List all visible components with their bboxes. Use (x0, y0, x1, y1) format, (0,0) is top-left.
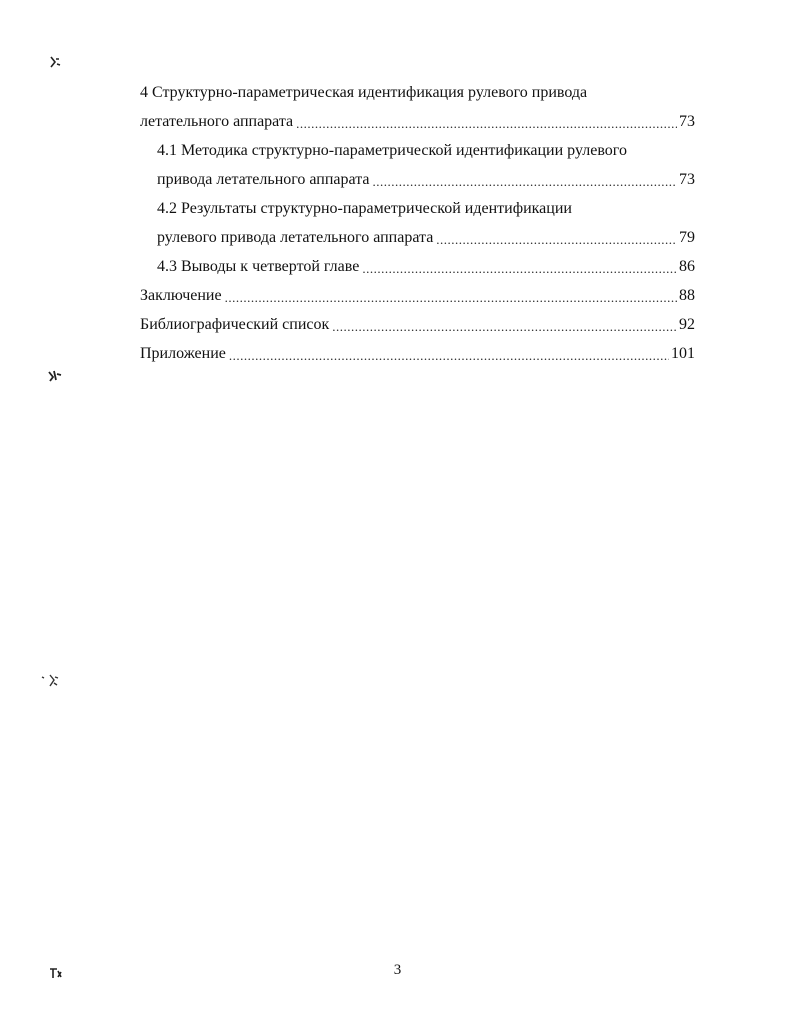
dot-leader (436, 223, 677, 252)
toc-entry-title: 4.2 Результаты структурно-параметрической идентификации (157, 200, 572, 217)
dot-leader (373, 165, 677, 194)
dot-leader (362, 252, 677, 281)
toc-entry-title-line (140, 78, 695, 107)
scan-artifact-mark (40, 673, 60, 689)
toc-entry-title-line (140, 252, 695, 281)
toc-page-number: 73 (679, 113, 695, 130)
dot-leader (296, 107, 677, 136)
toc-entry-title: Приложение (140, 345, 226, 362)
toc-entry-title: рулевого привода летательного аппарата (157, 229, 434, 246)
toc-entry-title: Библиографический список (140, 316, 330, 333)
table-of-contents (140, 78, 695, 368)
toc-page-number: 73 (679, 171, 695, 188)
page-number: 3 (393, 962, 402, 978)
toc-page-number: 101 (671, 345, 695, 362)
toc-page-number: 79 (679, 229, 695, 246)
toc-entry (140, 252, 695, 281)
dot-leader (225, 281, 677, 310)
toc-entry (140, 78, 695, 136)
toc-entry (140, 136, 695, 194)
toc-entry-title: 4.1 Методика структурно-параметрической идентификации рулевого (157, 142, 627, 159)
toc-entry (140, 194, 695, 252)
toc-entry-title-line (140, 165, 695, 194)
toc-entry-title-line (140, 136, 695, 165)
toc-page-number: 88 (679, 287, 695, 304)
toc-entry-title: 4 Структурно-параметрическая идентификация рулевого привода (140, 84, 588, 101)
toc-entry-title: летательного аппарата (140, 113, 294, 130)
toc-entry-title-line (140, 339, 695, 368)
toc-entry (140, 281, 695, 310)
toc-entry-title-line (140, 281, 695, 310)
dot-leader (332, 310, 677, 339)
toc-entry (140, 339, 695, 368)
toc-entry-title: 4.3 Выводы к четвертой главе (157, 258, 360, 275)
toc-entry (140, 310, 695, 339)
toc-entry-title-line (140, 310, 695, 339)
toc-entry-title-line (140, 223, 695, 252)
toc-page-number: 92 (679, 316, 695, 333)
toc-entry-title-line (140, 107, 695, 136)
toc-entry-title: привода летательного аппарата (157, 171, 370, 188)
toc-entry-title: Заключение (140, 287, 222, 304)
scan-artifact-mark (48, 55, 62, 69)
scan-artifact-mark (47, 369, 63, 383)
toc-entry-title-line (140, 194, 695, 223)
dot-leader (229, 339, 669, 368)
toc-page-number: 86 (679, 258, 695, 275)
